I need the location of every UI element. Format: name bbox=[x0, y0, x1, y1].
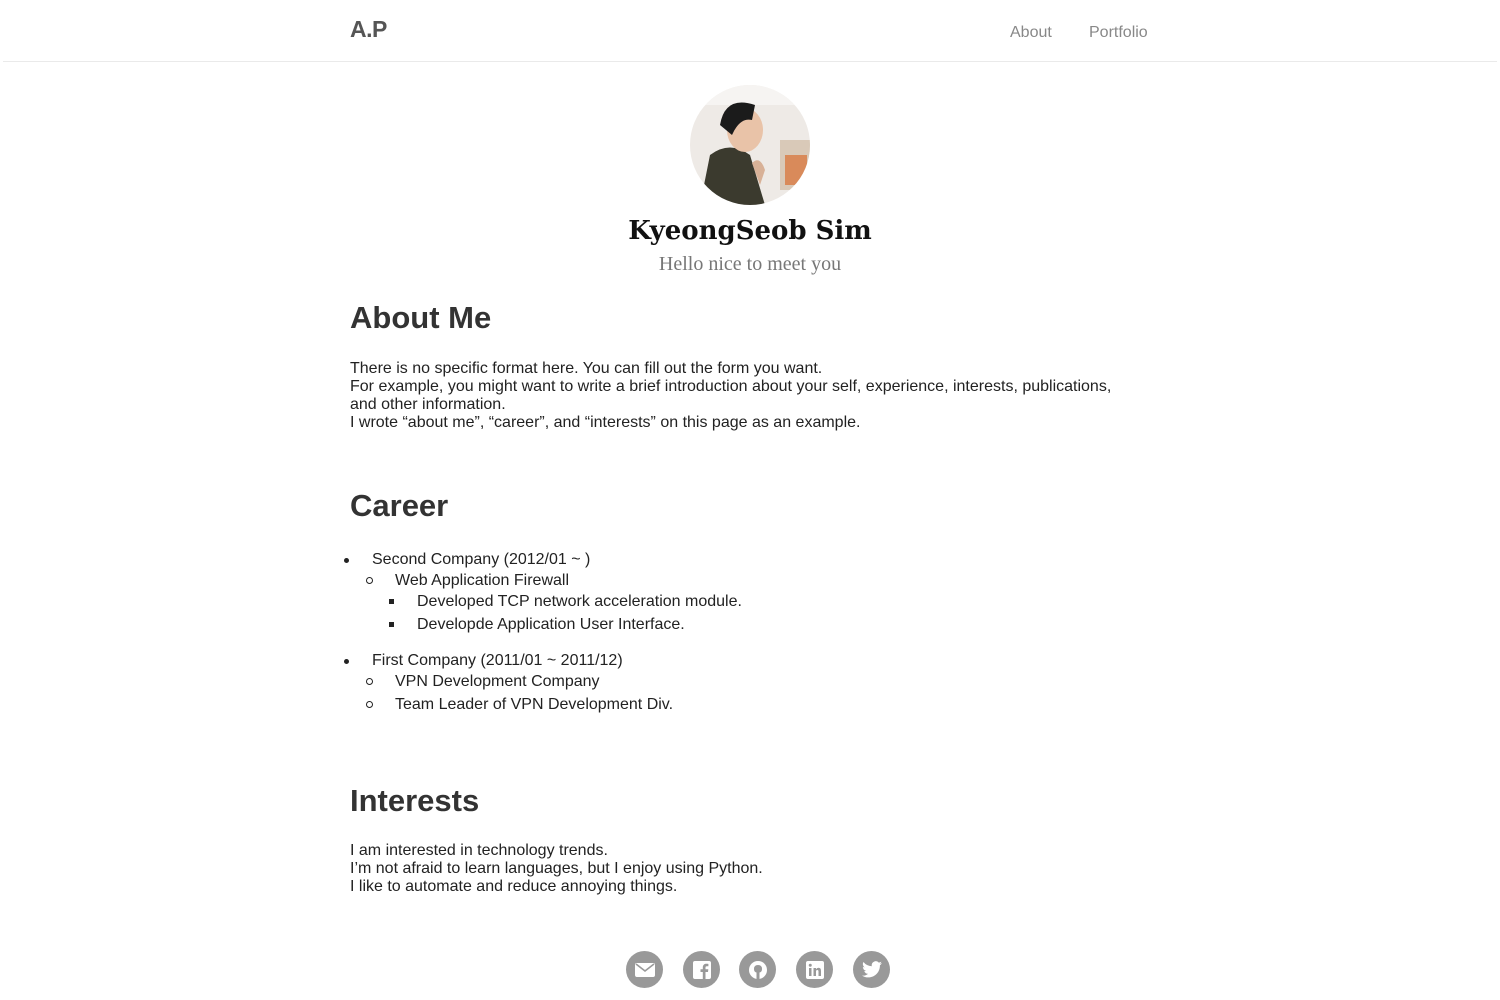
profile-subtitle: Hello nice to meet you bbox=[658, 253, 842, 275]
avatar bbox=[690, 85, 810, 205]
list-item: Second Company (2012/01 ~ ) bbox=[372, 551, 591, 568]
site-logo[interactable]: A.P bbox=[350, 16, 387, 42]
interests-text bbox=[350, 842, 1150, 896]
list-item: VPN Development Company bbox=[395, 673, 600, 690]
linkedin-button[interactable] bbox=[796, 951, 833, 988]
twitter-icon bbox=[862, 961, 882, 978]
site-header bbox=[3, 0, 1497, 62]
interests-heading: Interests bbox=[350, 783, 480, 818]
github-button[interactable] bbox=[739, 951, 776, 988]
bullet-icon bbox=[389, 599, 394, 604]
facebook-icon bbox=[693, 961, 711, 979]
list-item: Web Application Firewall bbox=[395, 572, 570, 589]
about-line: For example, you might want to write a brief introduction about your self, experience, interests, publications, bbox=[350, 378, 1112, 395]
linkedin-icon bbox=[806, 961, 824, 979]
email-button[interactable] bbox=[626, 951, 663, 988]
about-heading: About Me bbox=[350, 300, 492, 335]
bullet-icon bbox=[366, 701, 373, 708]
bullet-icon bbox=[389, 622, 394, 627]
bullet-icon bbox=[344, 558, 349, 563]
about-line: I wrote “about me”, “career”, and “interests” on this page as an example. bbox=[350, 414, 861, 431]
bullet-icon bbox=[344, 659, 349, 664]
github-icon bbox=[748, 960, 768, 980]
bullet-icon bbox=[366, 678, 373, 685]
list-item: Team Leader of VPN Development Div. bbox=[395, 696, 674, 713]
twitter-button[interactable] bbox=[853, 951, 890, 988]
nav-about[interactable]: About bbox=[1010, 24, 1052, 41]
about-line: and other information. bbox=[350, 396, 506, 413]
profile-name: KyeongSeob Sim bbox=[628, 216, 872, 246]
facebook-button[interactable] bbox=[683, 951, 720, 988]
list-item: First Company (2011/01 ~ 2011/12) bbox=[372, 652, 623, 669]
bullet-icon bbox=[366, 577, 373, 584]
email-icon bbox=[635, 963, 655, 977]
interests-line: I’m not afraid to learn languages, but I enjoy using Python. bbox=[350, 860, 763, 877]
about-text bbox=[350, 360, 1150, 432]
list-item: Developde Application User Interface. bbox=[417, 616, 685, 633]
interests-line: I like to automate and reduce annoying things. bbox=[350, 878, 678, 895]
nav-portfolio[interactable]: Portfolio bbox=[1089, 24, 1148, 41]
interests-line: I am interested in technology trends. bbox=[350, 842, 608, 859]
about-line: There is no specific format here. You can fill out the form you want. bbox=[350, 360, 823, 377]
career-heading: Career bbox=[350, 488, 449, 523]
list-item: Developed TCP network acceleration module. bbox=[417, 593, 742, 610]
